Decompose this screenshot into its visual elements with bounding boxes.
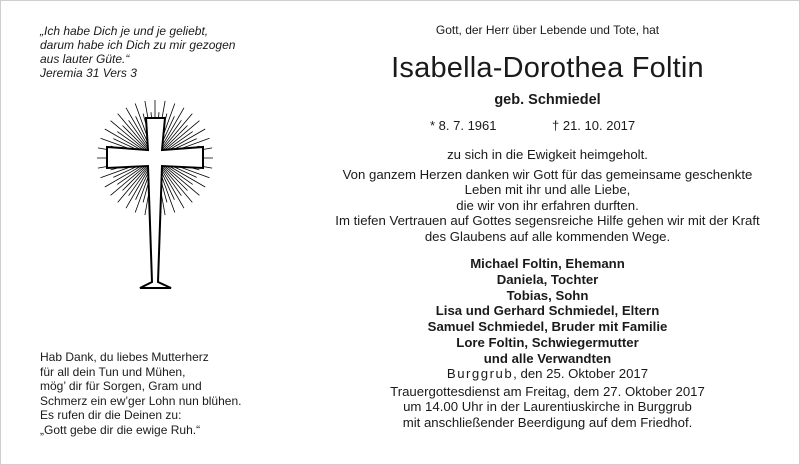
ray-line xyxy=(161,166,192,203)
place-name: Burggrub xyxy=(446,366,514,381)
poem-line: Hab Dank, du liebes Mutterherz xyxy=(40,350,209,364)
place-date xyxy=(300,366,795,381)
ray-line xyxy=(111,164,148,195)
bible-quote xyxy=(40,24,280,80)
intro-text: Gott, der Herr über Lebende und Tote, hat xyxy=(435,23,660,37)
quote-line: aus lauter Güte.“ xyxy=(40,52,130,66)
poem-line: Es rufen dir die Deinen zu: xyxy=(40,408,182,422)
thanks-line: Leben mit ihr und alle Liebe, xyxy=(464,182,631,197)
death-date: † 21. 10. 2017 xyxy=(552,118,636,133)
mourner: Samuel Schmiedel, Bruder mit Familie xyxy=(427,319,668,335)
mourners-list xyxy=(300,256,795,367)
birth-date: * 8. 7. 1961 xyxy=(430,118,497,133)
ray-line xyxy=(118,166,149,203)
quote-line: darum habe ich Dich zu mir gezogen xyxy=(40,38,236,52)
thanks-line: die wir von ihr erfahren durften. xyxy=(456,197,639,213)
heimgeholt-line: zu sich in die Ewigkeit heimgeholt. xyxy=(447,147,648,162)
quote-reference: Jeremia 31 Vers 3 xyxy=(40,66,137,80)
birth-name: geb. Schmiedel xyxy=(494,92,601,108)
mourner: und alle Verwandten xyxy=(483,350,612,366)
mourner: Lore Foltin, Schwiegermutter xyxy=(456,334,639,350)
cross-with-rays-icon xyxy=(80,100,230,300)
trust-line: Im tiefen Vertrauen auf Gottes segensreiche Hilfe gehen wir mit der Kraft xyxy=(335,213,760,228)
ray-line xyxy=(163,164,200,195)
notice-text xyxy=(300,147,795,244)
service-info xyxy=(300,384,795,430)
service-line: um 14.00 Uhr in der Laurentiuskirche in Burggrub xyxy=(403,399,692,415)
mourner: Tobias, Sohn xyxy=(506,287,589,303)
mourner: Michael Foltin, Ehemann xyxy=(470,256,625,271)
poem-line: mög’ dir für Sorgen, Gram und xyxy=(40,379,202,393)
notice-date: , den 25. Oktober 2017 xyxy=(513,366,649,381)
deceased-name: Isabella-Dorothea Foltin xyxy=(391,52,704,84)
mourner: Daniela, Tochter xyxy=(496,271,599,287)
trust-line: des Glaubens auf alle kommenden Wege. xyxy=(424,228,671,244)
poem xyxy=(40,350,280,437)
poem-line: für all dein Tun und Mühen, xyxy=(40,364,186,379)
ray-line xyxy=(118,114,149,151)
poem-line: Schmerz ein ew’ger Lohn nun blühen. xyxy=(40,393,242,408)
thanks-line: Von ganzem Herzen danken wir Gott für das gemeinsame geschenkte xyxy=(342,166,753,182)
quote-line: „Ich habe Dich je und je geliebt, xyxy=(40,24,209,38)
service-line: mit anschließender Beerdigung auf dem Friedhof. xyxy=(402,414,693,430)
service-line: Trauergottesdienst am Freitag, dem 27. Oktober 2017 xyxy=(390,384,705,399)
mourner: Lisa und Gerhard Schmiedel, Eltern xyxy=(435,303,660,319)
ray-line xyxy=(161,114,192,151)
poem-line: „Gott gebe dir die ewige Ruh.“ xyxy=(40,422,201,437)
